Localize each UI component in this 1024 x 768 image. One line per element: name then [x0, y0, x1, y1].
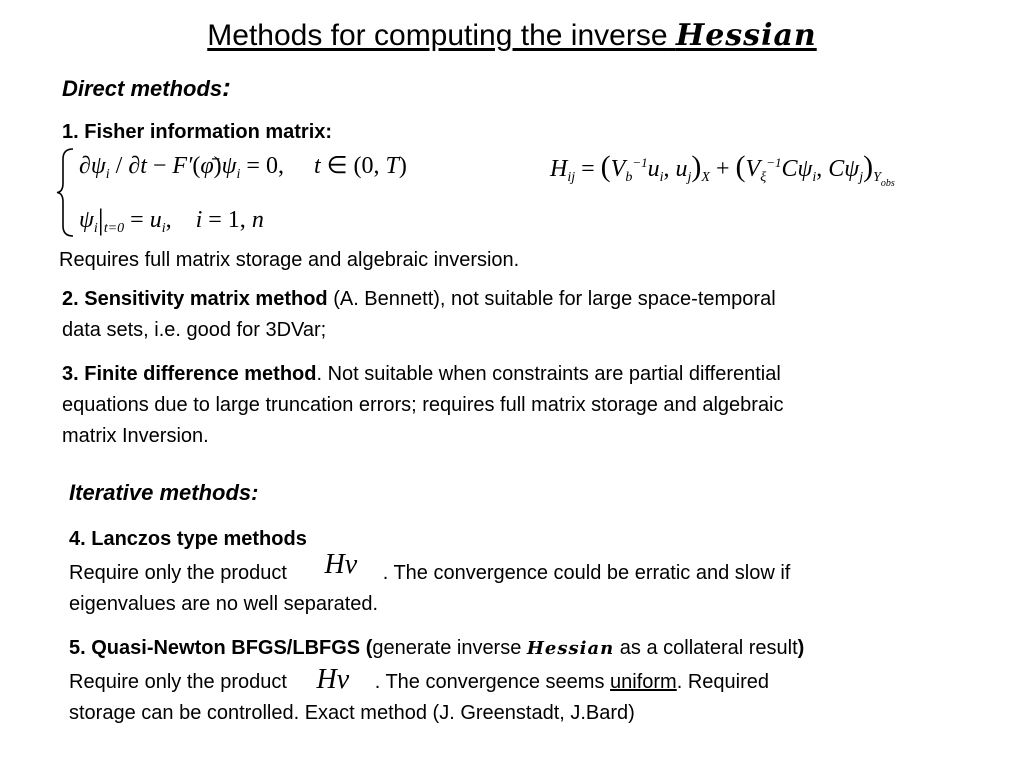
fisher-equation-system — [55, 145, 505, 240]
hessian-element-formula: $H_{ij} = (V_b^{-1}u_i$, $u_j)_X + (V_\xi^{-1}C\psi_i$, $C\psi_j)_{Y_{obs}}$ — [550, 150, 895, 189]
item1-heading: 1. Fisher information matrix: — [62, 121, 333, 143]
item4-paragraph: 4. Lanczos type methods Require only the product Hv . The convergence could be erratic and slow if eigenvalues are no well separated. — [69, 528, 791, 615]
item1-note: Requires full matrix storage and algebraic inversion. — [59, 249, 520, 271]
title-prefix: Methods for computing the inverse — [207, 19, 668, 52]
hv-product-symbol: Hv — [316, 664, 350, 695]
title-hessian: Hessian — [675, 18, 817, 53]
direct-methods-heading: Direct methods: — [62, 72, 231, 102]
hv-product-symbol: Hv — [324, 549, 358, 580]
item2-paragraph: 2. Sensitivity matrix method (A. Bennett), not suitable for large space-temporal data sets, i.e. good for 3DVar; — [62, 288, 776, 341]
item3-paragraph: 3. Finite difference method. Not suitable when constraints are partial differential equations due to large truncation errors; requires full matrix storage and algebraic matrix Inversion. — [62, 363, 784, 447]
equation-line-1: $\partial\psi_i / \partial t$ − $F'(\varphī)\psi_i = 0$, t ∈ (0, T) — [79, 153, 407, 182]
item5-hessian: Hessian — [526, 638, 615, 659]
page-title — [0, 18, 1024, 53]
equation-line-2: $\psi_i|_{t=0} = u_i$, i = 1, n — [79, 203, 264, 236]
left-brace-icon — [55, 145, 77, 240]
item5-paragraph: 5. Quasi-Newton BFGS/LBFGS (generate inverse Hessian as a collateral result) Require only the product Hv . The convergence seems uniform. Required storage can be controlled. Exact method (J. Greenstadt, J.Bard) — [69, 637, 805, 724]
iterative-methods-heading: Iterative methods: — [69, 480, 259, 505]
